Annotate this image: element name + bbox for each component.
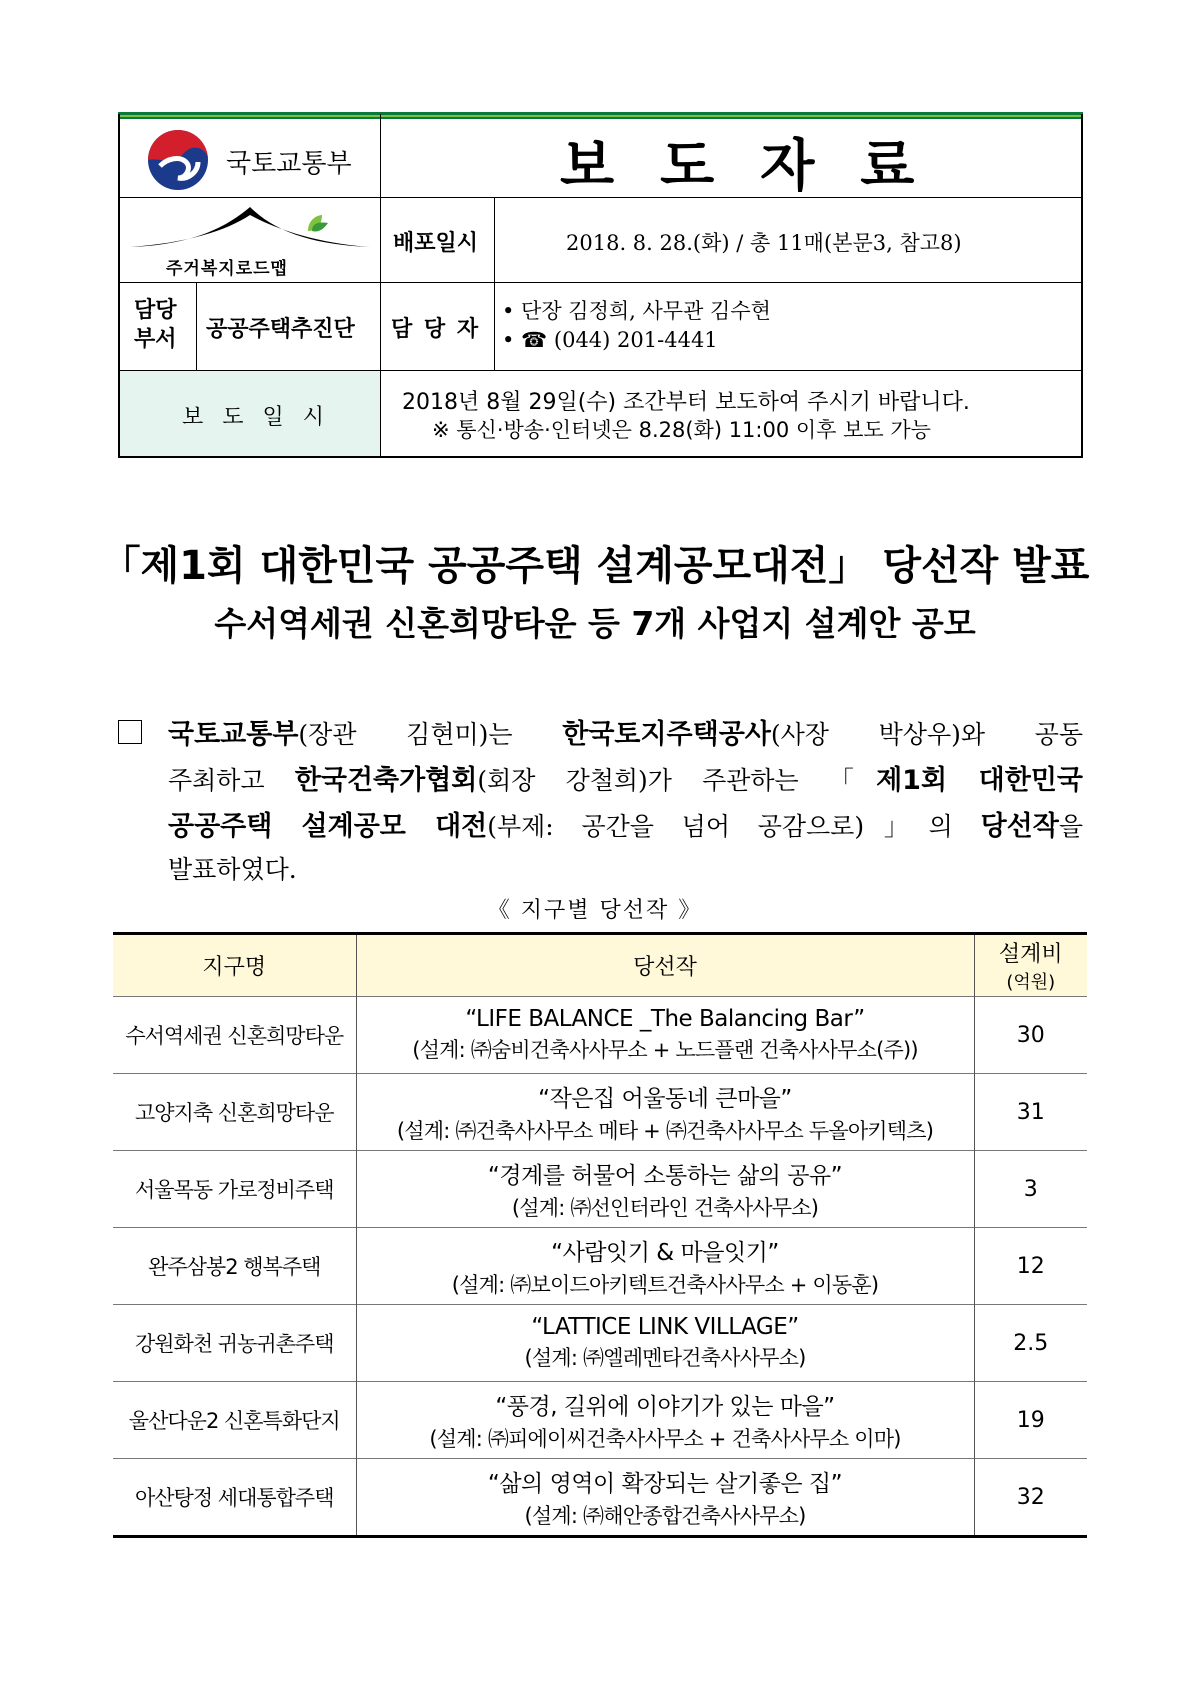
work-designer: (설계: ㈜숨비건축사사무소 + 노드플랜 건축사사무소(주)): [412, 1038, 918, 1062]
work-cell: [356, 1305, 974, 1382]
table-row: [113, 1305, 1087, 1382]
work-title: “LATTICE LINK VILLAGE”: [531, 1314, 799, 1340]
work-cell: [356, 1228, 974, 1305]
header-divider: [118, 282, 380, 283]
body-line-2: [168, 758, 1083, 797]
winners-table: [113, 932, 1087, 1538]
header-divider: [494, 197, 495, 370]
body-text: (사장 박상우)와 공동: [770, 720, 1083, 749]
body-text: 을: [1058, 812, 1083, 841]
dept-value: 공공주택추진단: [206, 317, 355, 342]
press-release-title: 보도자료: [560, 134, 961, 199]
work-designer: (설계: ㈜엘레멘타건축사사무소): [524, 1346, 806, 1370]
work-cell: [356, 1074, 974, 1151]
district-cell: [113, 1382, 356, 1459]
header-divider: [380, 282, 1083, 283]
district-name: 수서역세권 신혼희망타운: [125, 1024, 344, 1048]
design-cost-value: 2.5: [1013, 1330, 1049, 1356]
column-header-label: 지구명: [202, 955, 267, 980]
cost-cell: [974, 1228, 1087, 1305]
district-name: 서울목동 가로정비주택: [134, 1178, 334, 1202]
design-cost-value: 32: [1016, 1484, 1045, 1510]
contact-line-2: • ☎ (044) 201-4441: [502, 328, 718, 352]
roadmap-roof-icon: [126, 201, 374, 257]
dept-label-line: 부서: [134, 326, 177, 352]
bullet-box-icon: [118, 720, 142, 744]
body-emphasis-text: 국토교통부: [168, 719, 299, 750]
distribution-label: 배포일시: [393, 230, 479, 256]
work-title: “사람잇기 & 마을잇기”: [551, 1239, 779, 1266]
work-designer: (설계: ㈜건축사사무소 메타 + ㈜건축사사무소 두올아키텍츠): [396, 1118, 934, 1143]
header-divider: [380, 114, 381, 458]
column-header-cost: [974, 934, 1087, 997]
table-row: [113, 1459, 1087, 1537]
district-cell: [113, 1228, 356, 1305]
embargo-line-1: 2018년 8월 29일(수) 조간부터 보도하여 주시기 바랍니다.: [402, 390, 970, 415]
column-header-label: 당선작: [633, 955, 697, 980]
column-header-label: 설계비: [998, 942, 1063, 967]
table-row: [113, 1074, 1087, 1151]
work-cell: [356, 1382, 974, 1459]
body-text: 주최하고: [168, 766, 295, 795]
embargo-line-2: ※ 통신·방송·인터넷은 8.28(화) 11:00 이후 보도 가능: [432, 418, 931, 442]
work-cell: [356, 1459, 974, 1537]
body-line-1: [168, 712, 1083, 751]
body-emphasis-text: 한국건축가협회: [294, 765, 478, 796]
embargo-label: 보 도 일 시: [182, 405, 330, 430]
column-header-work: [356, 934, 974, 997]
column-header-unit: (억원): [1006, 972, 1056, 993]
headline-title: 「제1회 대한민국 공공주택 설계공모대전」 당선작 발표: [100, 543, 1090, 589]
work-cell: [356, 1151, 974, 1228]
distribution-value: 2018. 8. 28.(화) / 총 11매(본문3, 참고8): [566, 231, 962, 255]
district-name: 강원화천 귀농귀촌주택: [134, 1332, 334, 1356]
table-header-row: [113, 934, 1087, 997]
table-row: [113, 1382, 1087, 1459]
work-designer: (설계: ㈜피에이씨건축사사무소 + 건축사사무소 이마): [429, 1426, 901, 1451]
header-divider: [196, 282, 197, 370]
body-emphasis-text: 한국토지주택공사: [562, 719, 771, 750]
body-text: 발표하였다.: [168, 855, 297, 884]
cost-cell: [974, 1151, 1087, 1228]
body-emphasis-text: 제1회 대한민국: [876, 765, 1083, 796]
table-row: [113, 997, 1087, 1074]
body-line-4: [168, 850, 297, 886]
ministry-name: 국토교통부: [226, 149, 352, 179]
district-cell: [113, 1305, 356, 1382]
cost-cell: [974, 997, 1087, 1074]
dept-label: [134, 296, 177, 354]
design-cost-value: 12: [1016, 1253, 1045, 1279]
work-designer: (설계: ㈜해안종합건축사사무소): [524, 1503, 806, 1528]
body-text: (부제: 공간을 넘어 공감으로)」의: [487, 812, 981, 841]
table-row: [113, 1151, 1087, 1228]
contact-label: 담 당 자: [391, 316, 481, 342]
district-name: 울산다운2 신혼특화단지: [128, 1409, 340, 1433]
work-cell: [356, 997, 974, 1074]
district-name: 아산탕정 세대통합주택: [134, 1486, 334, 1510]
body-emphasis-text: 공공주택 설계공모 대전: [168, 811, 488, 842]
cost-cell: [974, 1459, 1087, 1537]
design-cost-value: 19: [1016, 1407, 1045, 1433]
body-emphasis-text: 당선작: [980, 811, 1059, 842]
table-caption: 《 지구별 당선작 》: [487, 898, 703, 923]
district-cell: [113, 1151, 356, 1228]
ministry-emblem-icon: [146, 128, 210, 192]
district-cell: [113, 997, 356, 1074]
headline-subtitle: 수서역세권 신혼희망타운 등 7개 사업지 설계안 공모: [214, 604, 976, 643]
design-cost-value: 30: [1016, 1022, 1045, 1048]
district-name: 완주삼봉2 행복주택: [148, 1255, 321, 1279]
work-title: “작은집 어울동네 큰마을”: [538, 1085, 792, 1112]
header-divider: [118, 370, 1083, 371]
design-cost-value: 3: [1023, 1176, 1038, 1202]
column-header-district: [113, 934, 356, 997]
contact-line-1: • 단장 김정희, 사무관 김수현: [502, 299, 771, 323]
work-title: “풍경, 길위에 이야기가 있는 마을”: [495, 1393, 835, 1420]
body-text: (회장 강철희)가 주관하는 「: [477, 766, 877, 795]
body-text: (장관 김현미)는: [298, 720, 563, 749]
work-title: “LIFE BALANCE _The Balancing Bar”: [465, 1006, 865, 1032]
table-row: [113, 1228, 1087, 1305]
cost-cell: [974, 1305, 1087, 1382]
dept-label-line: 담당: [134, 297, 177, 323]
cost-cell: [974, 1074, 1087, 1151]
cost-cell: [974, 1382, 1087, 1459]
district-cell: [113, 1074, 356, 1151]
design-cost-value: 31: [1016, 1099, 1045, 1125]
district-name: 고양지축 신혼희망타운: [134, 1101, 334, 1125]
work-title: “삶의 영역이 확장되는 살기좋은 집”: [487, 1470, 843, 1497]
roadmap-label: 주거복지로드맵: [166, 259, 288, 279]
work-designer: (설계: ㈜보이드아키텍트건축사사무소 + 이동훈): [451, 1272, 879, 1297]
district-cell: [113, 1459, 356, 1537]
work-designer: (설계: ㈜선인터라인 건축사사무소): [511, 1195, 819, 1220]
work-title: “경계를 허물어 소통하는 삶의 공유”: [487, 1162, 843, 1189]
body-line-3: [168, 804, 1083, 843]
